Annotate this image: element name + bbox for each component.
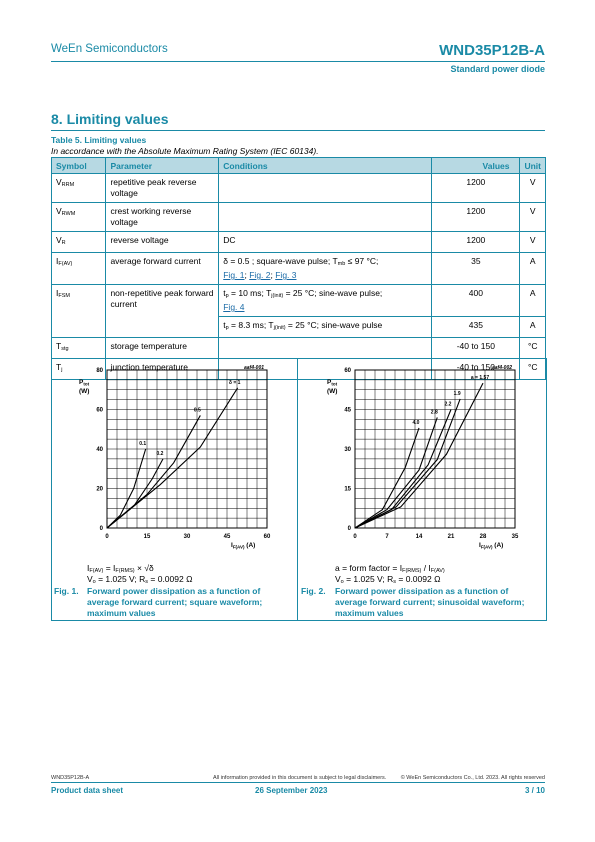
- cell-conditions: [219, 174, 432, 203]
- fig2-caption: Forward power dissipation as a function of average forward current; sinusoidal waveform; maximum values: [335, 586, 525, 618]
- series-label: 0.2: [156, 450, 164, 457]
- x-tick-label: 15: [143, 534, 151, 540]
- y-axis-unit: (W): [327, 388, 338, 395]
- x-tick-label: 45: [223, 534, 231, 540]
- cell-value: 1200: [432, 203, 520, 232]
- cell-conditions: $t_p = 10$ ms; $T_{j(init)} = 25$ °C; sine-wave pulse; Fig. 4: [219, 285, 432, 317]
- cell-parameter: repetitive peak reverse voltage: [106, 174, 219, 203]
- y-tick-label: 45: [344, 407, 351, 414]
- table-row: [52, 174, 546, 203]
- footer-doc-id: WND35P12B-A: [51, 775, 90, 781]
- series-line: [355, 383, 483, 528]
- y-tick-label: 20: [96, 486, 103, 493]
- x-tick-label: 14: [415, 534, 423, 540]
- y-axis-label: $P_{tot}$: [327, 379, 338, 387]
- footer-date: 26 September 2023: [255, 786, 328, 795]
- footer-disclaimer: All information provided in this document is subject to legal disclaimers.: [213, 775, 387, 781]
- document-subtitle: Standard power diode: [450, 64, 545, 74]
- cell-unit: A: [520, 253, 546, 285]
- y-tick-label: 0: [347, 526, 351, 532]
- table-row: [52, 203, 546, 232]
- x-tick-label: 0: [105, 534, 109, 540]
- figure-code: aaf4-002: [491, 365, 512, 371]
- col-unit: Unit: [520, 158, 546, 174]
- cell-conditions: $t_p = 8.3$ ms; $T_{j(init)} = 25$ °C; sine-wave pulse: [219, 317, 432, 338]
- series-label: a = 1.57: [470, 375, 490, 382]
- fig1-number: Fig. 1.: [54, 586, 79, 596]
- series-label: 4.0: [412, 419, 420, 426]
- series-line: [355, 399, 460, 528]
- cell-symbol: $V_{RRM}$: [52, 174, 106, 203]
- fig2-formula-1: a = form factor = $I_{F(RMS)} / I_{F(AV)}$: [335, 563, 445, 574]
- cell-symbol: $I_{F(AV)}$: [52, 253, 106, 285]
- part-number: WND35P12B-A: [439, 42, 545, 59]
- y-tick-label: 30: [344, 447, 351, 453]
- y-tick-label: 0: [99, 526, 103, 532]
- link-fig-3[interactable]: Fig. 3: [275, 270, 297, 280]
- x-axis-label: $I_{F(AV)}$ (A): [479, 542, 504, 550]
- x-tick-label: 60: [263, 534, 271, 540]
- limiting-values-table: [51, 157, 546, 380]
- fig2-formula-2: $V_o = 1.025$ V; $R_s = 0.0092$ Ω: [335, 574, 441, 585]
- cell-value: -40 to 150: [432, 359, 520, 380]
- table-row: [52, 253, 546, 285]
- col-parameter: Parameter: [106, 158, 219, 174]
- x-tick-label: 21: [447, 534, 455, 540]
- fig1-chart: [70, 362, 285, 554]
- cell-parameter: non-repetitive peak forward current: [106, 285, 219, 338]
- cell-parameter: crest working reverse voltage: [106, 203, 219, 232]
- link-fig-2[interactable]: Fig. 2: [249, 270, 271, 280]
- cell-unit: °C: [520, 359, 546, 380]
- cell-value: 35: [432, 253, 520, 285]
- cell-symbol: $V_R$: [52, 232, 106, 253]
- col-values: Values: [432, 158, 520, 174]
- y-tick-label: 40: [96, 447, 103, 453]
- cell-parameter: average forward current: [106, 253, 219, 285]
- y-tick-label: 80: [96, 368, 103, 374]
- cell-conditions: δ = 0.5 ; square-wave pulse; $T_{mb} \le 97$ °C; Fig. 1; Fig. 2; Fig. 3: [219, 253, 432, 285]
- table-row: [52, 285, 546, 317]
- cell-parameter: junction temperature: [106, 359, 219, 380]
- footer-page: 3 / 10: [524, 786, 545, 795]
- y-tick-label: 60: [96, 407, 103, 414]
- fig2-chart: [318, 362, 533, 554]
- cell-unit: V: [520, 174, 546, 203]
- series-label: δ = 1: [228, 379, 241, 386]
- figure-divider: [297, 358, 298, 620]
- series-label: 0.5: [193, 407, 201, 414]
- table-row: [52, 232, 546, 253]
- company-name: WeEn Semiconductors: [51, 43, 168, 55]
- cell-conditions: DC: [219, 232, 432, 253]
- fig2-number: Fig. 2.: [301, 586, 326, 596]
- header-divider: [51, 61, 545, 62]
- cell-value: 1200: [432, 174, 520, 203]
- fig1-formula-2: $V_o = 1.025$ V; $R_s = 0.0092$ Ω: [87, 574, 193, 585]
- series-label: 2.2: [444, 401, 452, 408]
- fig1-formula-1: $I_{F(AV)} = I_{F(RMS)} \times √\delta$: [87, 563, 154, 574]
- cell-symbol: $T_j$: [52, 359, 106, 380]
- table-title: Table 5. Limiting values: [51, 135, 147, 145]
- cell-value: 435: [432, 317, 520, 338]
- y-tick-label: 60: [344, 368, 351, 374]
- x-tick-label: 0: [353, 534, 357, 540]
- cell-parameter: storage temperature: [106, 338, 219, 359]
- series-label: 0.1: [139, 441, 147, 447]
- cell-parameter: reverse voltage: [106, 232, 219, 253]
- section-title: 8. Limiting values: [51, 111, 169, 127]
- series-label: 2.8: [430, 409, 438, 416]
- x-axis-label-sub: F(AV): [232, 544, 245, 550]
- table-header-row: [52, 158, 546, 174]
- x-tick-label: 30: [183, 534, 191, 540]
- x-axis-label-sub: F(AV): [480, 544, 493, 550]
- footer-divider: [51, 782, 545, 783]
- figure-code: aaf4-001: [243, 365, 264, 371]
- cell-value: -40 to 150: [432, 338, 520, 359]
- cell-unit: A: [520, 317, 546, 338]
- series-label: 1.9: [453, 390, 461, 397]
- x-tick-label: 28: [479, 534, 487, 540]
- x-tick-label: 7: [385, 534, 389, 540]
- cell-conditions: [219, 203, 432, 232]
- cell-conditions: [219, 338, 432, 359]
- col-symbol: Symbol: [52, 158, 106, 174]
- cell-unit: V: [520, 232, 546, 253]
- series-line: [107, 415, 200, 528]
- x-tick-label: 35: [511, 534, 519, 540]
- cell-unit: °C: [520, 338, 546, 359]
- table-note: In accordance with the Absolute Maximum Rating System (IEC 60134).: [51, 146, 319, 156]
- cell-unit: V: [520, 203, 546, 232]
- x-axis-unit: (A): [244, 542, 256, 549]
- x-axis-label: $I_{F(AV)}$ (A): [231, 542, 256, 550]
- cell-symbol: $I_{FSM}$: [52, 285, 106, 338]
- col-conditions: Conditions: [219, 158, 432, 174]
- link-fig-1[interactable]: Fig. 1: [223, 270, 245, 280]
- y-axis-label: $P_{tot}$: [79, 379, 90, 387]
- cell-symbol: $V_{RWM}$: [52, 203, 106, 232]
- y-tick-label: 15: [344, 486, 351, 493]
- y-axis-unit: (W): [79, 388, 90, 395]
- footer-copyright: © WeEn Semiconductors Co., Ltd. 2023. All rights reserved: [400, 775, 545, 781]
- y-axis-label-sub: tot: [331, 381, 338, 387]
- y-axis-label-sub: tot: [83, 381, 90, 387]
- series-line: [107, 459, 163, 528]
- series-line: [107, 388, 238, 528]
- cell-symbol: $T_{stg}$: [52, 338, 106, 359]
- x-axis-unit: (A): [492, 542, 504, 549]
- cell-value: 400: [432, 285, 520, 317]
- cell-value: 1200: [432, 232, 520, 253]
- link-fig-4[interactable]: Fig. 4: [223, 302, 245, 312]
- footer-doc-type: Product data sheet: [51, 786, 124, 795]
- section-divider: [51, 130, 545, 131]
- table-row: [52, 338, 546, 359]
- cell-unit: A: [520, 285, 546, 317]
- fig1-caption: Forward power dissipation as a function of average forward current; square waveform; maximum values: [87, 586, 263, 618]
